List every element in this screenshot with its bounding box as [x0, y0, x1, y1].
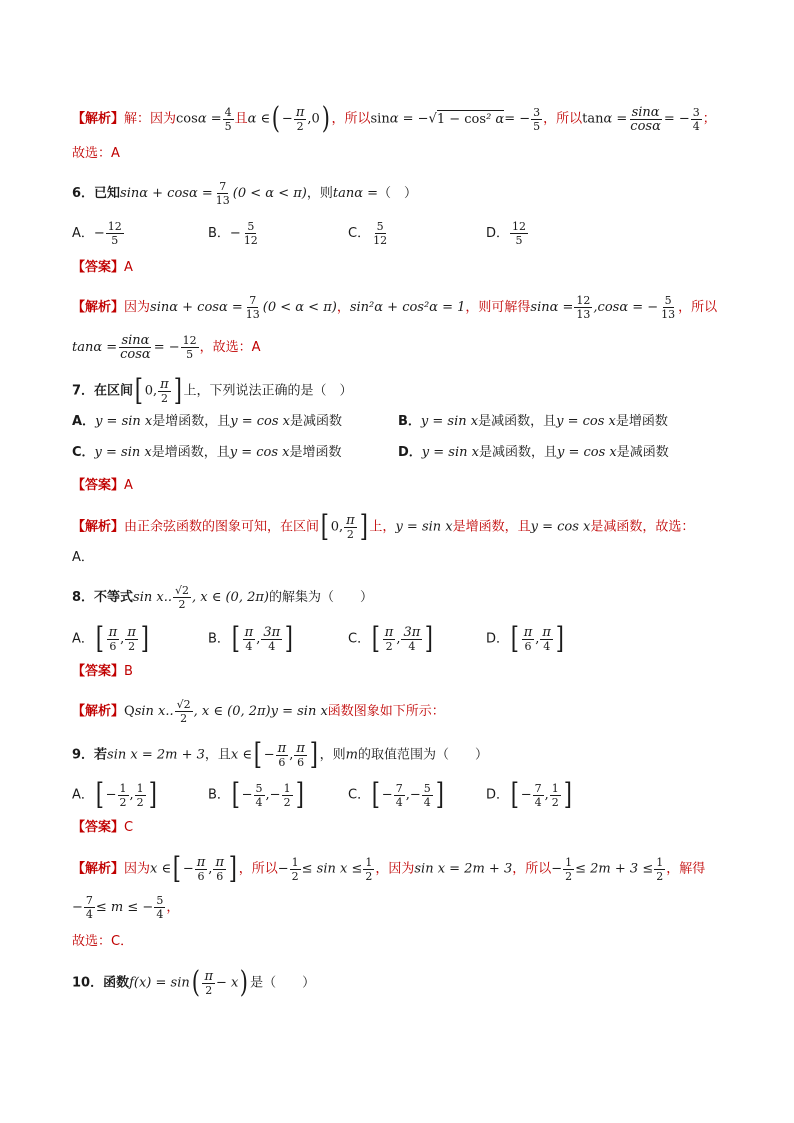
q8-option-b[interactable]: B．[ $\frac{\pi}{4}$ , $\frac{3\pi}{4}$ ]: [208, 621, 294, 656]
q8-answer: 【答案】B: [72, 664, 133, 679]
q6-option-b[interactable]: B．− $\frac{5}{12}$: [208, 220, 258, 247]
q9-explanation-2: − $\frac{7}{4}$ ≤ m ≤ − $\frac{5}{4}$ ，: [72, 894, 180, 921]
q9-option-c[interactable]: C．[ − $\frac{7}{4}$ ,− $\frac{5}{4}$ ]: [348, 777, 444, 812]
q7-option-a[interactable]: A．y = sin x是增函数，且y = cos x是减函数: [72, 414, 343, 429]
q9-answer: 【答案】C: [72, 820, 134, 835]
q8-stem: 8．不等式sin x.. $\frac{√2}{2}$ , x ∈ (0, 2π)的解集为（ ）: [72, 584, 373, 611]
q6-explanation-2: tanα = $\frac{\sin\alpha}{\cos\alpha}$ = − $\frac{12}{5}$ ，故选：A: [72, 333, 261, 362]
q7-stem: 7．在区间[ 0, $\frac{\pi}{2}$ ] 上，下列说法正确的是（ ）: [72, 373, 353, 408]
q7-option-c[interactable]: C．y = sin x是增函数，且y = cos x是增函数: [72, 445, 342, 460]
q9-stem: 9．若sin x = 2m + 3，且x ∈[ − $\frac{\pi}{6}$ , $\frac{\pi}{6}$ ] ，则m的取值范围为（ ）: [72, 737, 488, 772]
q8-option-a[interactable]: A．[ $\frac{\pi}{6}$ , $\frac{\pi}{2}$ ]: [72, 621, 149, 656]
explanation-label: 【解析】: [72, 111, 125, 127]
q5-explanation: 【解析】解：因为cosα = $\frac{4}{5}$ 且α ∈( − $\frac{\pi}{2}$ ,0) ，所以sinα = −√1 − cos² α= − $\frac{3}{5}$ ，所以tanα = $\frac{\sin\alpha}{\cos\alpha}$ = − $\frac{3}{4}$ ；: [72, 101, 716, 136]
q6-option-c[interactable]: C． $\frac{5}{12}$: [348, 220, 388, 247]
fraction: $\frac{4}{5}$: [224, 105, 232, 133]
q9-option-a[interactable]: A．[ − $\frac{1}{2}$ , $\frac{1}{2}$ ]: [72, 777, 157, 812]
q7-answer: 【答案】A: [72, 478, 133, 493]
q7-option-d[interactable]: D．y = sin x是减函数，且y = cos x是减函数: [398, 445, 669, 460]
q8-option-c[interactable]: C．[ $\frac{\pi}{2}$ , $\frac{3\pi}{4}$ ]: [348, 621, 434, 656]
q8-option-d[interactable]: D．[ $\frac{\pi}{6}$ , $\frac{\pi}{4}$ ]: [486, 621, 564, 656]
q9-explanation: 【解析】因为x ∈[ − $\frac{\pi}{6}$ , $\frac{\pi}{6}$ ] ，所以− $\frac{1}{2}$ ≤ sin x ≤ $\frac{1}{2}$ ，因为sin x = 2m + 3，所以− $\frac{1}{2}$ ≤ 2m + 3 ≤ $\frac{1}{2}$ ，解得: [72, 851, 706, 886]
q9-conclusion: 故选：C．: [72, 934, 134, 949]
q6-explanation: 【解析】因为sinα + cosα = $\frac{7}{13}$ (0 < α < π)，sin²α + cos²α = 1，则可解得sinα = $\frac{12}{13}$ ,cosα = − $\frac{5}{13}$ ，所以: [72, 294, 718, 321]
q6-answer: 【答案】A: [72, 260, 133, 275]
q8-explanation: 【解析】Qsin x.. $\frac{√2}{2}$ , x ∈ (0, 2π)y = sin x函数图象如下所示：: [72, 698, 445, 725]
q9-option-b[interactable]: B．[ − $\frac{5}{4}$ ,− $\frac{1}{2}$ ]: [208, 777, 304, 812]
q5-conclusion: 故选：A: [72, 146, 120, 161]
q10-stem: 10．函数f(x) = sin( $\frac{\pi}{2}$ − x) 是（ ）: [72, 965, 316, 1000]
q6-stem: 6．已知sinα + cosα = $\frac{7}{13}$ (0 < α < π)，则tanα =（ ）: [72, 180, 418, 207]
q9-option-d[interactable]: D．[ − $\frac{7}{4}$ , $\frac{1}{2}$ ]: [486, 777, 572, 812]
q7-option-b[interactable]: B．y = sin x是减函数，且y = cos x是增函数: [398, 414, 668, 429]
q7-explanation: 【解析】由正余弦函数的图象可知，在区间[ 0, $\frac{\pi}{2}$ ] 上，y = sin x是增函数，且y = cos x是减函数，故选：: [72, 509, 695, 544]
q6-option-a[interactable]: A．− $\frac{12}{5}$: [72, 220, 122, 247]
q7-explanation-end: A．: [72, 550, 94, 565]
q6-option-d[interactable]: D． $\frac{12}{5}$: [486, 220, 527, 247]
